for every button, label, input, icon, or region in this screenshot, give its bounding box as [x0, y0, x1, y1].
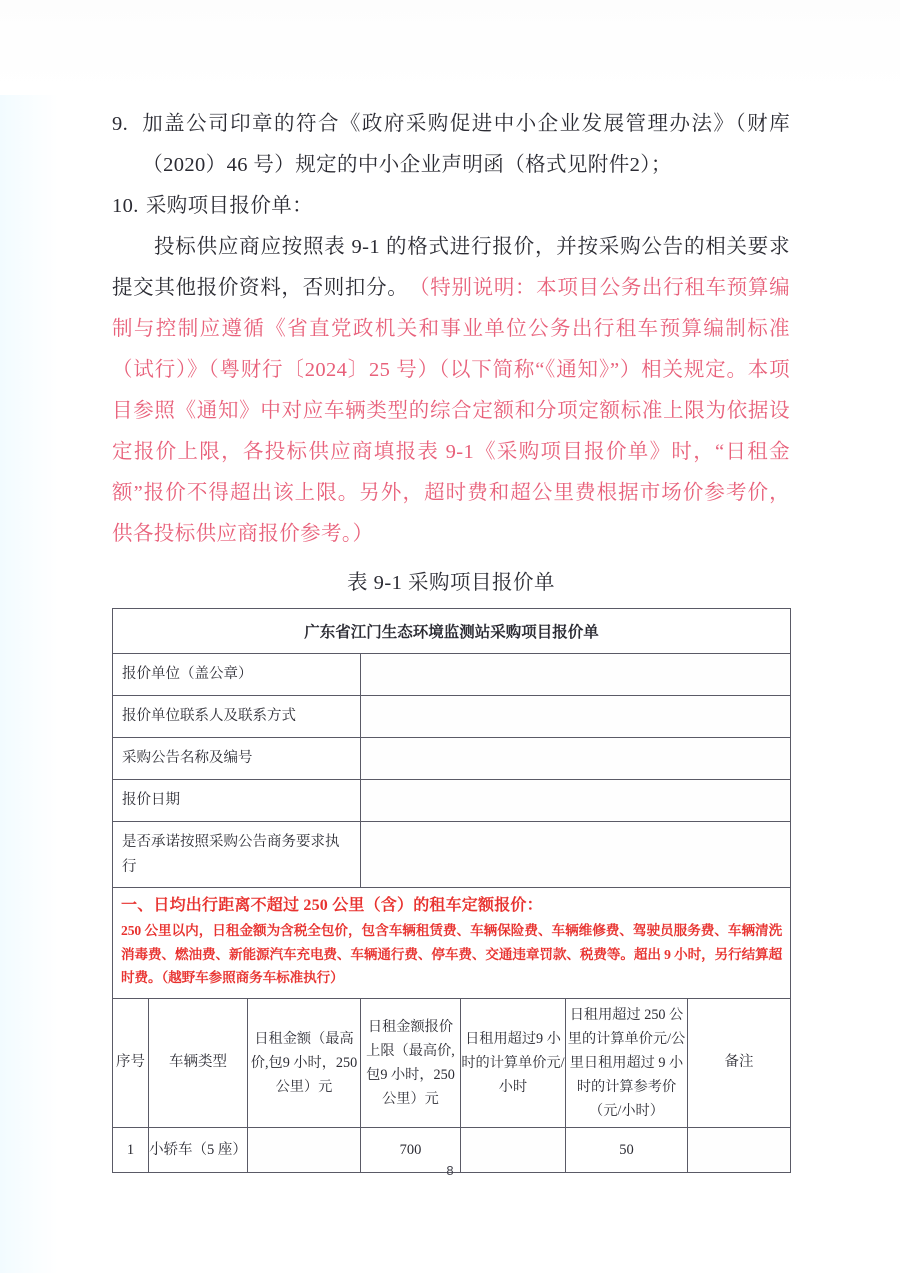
form-value-text — [361, 656, 790, 693]
form-title-cell — [113, 609, 791, 654]
scan-tint-left — [0, 0, 58, 1273]
column-header-vehicle-type: 车辆类型 — [149, 998, 248, 1127]
pricing-instruction-paragraph — [112, 227, 790, 555]
column-header-remark: 备注 — [688, 998, 791, 1127]
column-header-overtime-unit-price: 日租用超过9 小时的计算单价元/小时 — [461, 998, 566, 1127]
list-item-9-text: 加盖公司印章的符合《政府采购促进中小企业发展管理办法》（财库（2020）46 号）规定的中小企业声明函（格式见附件2）； — [142, 113, 790, 176]
form-label-cell — [113, 822, 361, 888]
notice-cell — [113, 888, 791, 999]
form-label-cell — [113, 780, 361, 822]
form-label-cell — [113, 654, 361, 696]
cell-seq: 1 — [113, 1127, 149, 1172]
column-header-daily-rent-cap: 日租金额报价上限（最高价,包9 小时，250 公里）元 — [361, 998, 461, 1127]
list-item-10-number: 10. — [112, 195, 139, 217]
notice-row — [113, 888, 791, 999]
form-value-cell[interactable] — [361, 654, 791, 696]
form-value-text — [361, 782, 790, 819]
form-value-text — [361, 698, 790, 735]
pricing-instruction-black: 投标供应商应按照表 9-1 的格式进行报价，并按采购公告的相关要求提交其他报价资料，否则扣分。 — [112, 236, 790, 299]
column-header-daily-rent: 日租金额（最高价,包9 小时，250 公里）元 — [248, 998, 361, 1127]
form-value-text — [361, 740, 790, 777]
form-label-cell — [113, 696, 361, 738]
table-row — [113, 780, 791, 822]
price-header-row — [113, 998, 791, 1127]
form-label-text: 报价单位（盖公章） — [122, 666, 253, 682]
table-caption: 表 9-1 采购项目报价单 — [346, 572, 556, 594]
page-content — [112, 104, 790, 1173]
list-item-10 — [112, 186, 790, 227]
list-item-10-text: 采购项目报价单： — [145, 195, 314, 217]
notice-title: 一、日均出行距离不超过 250 公里（含）的租车定额报价： — [121, 897, 543, 914]
table-row — [113, 696, 791, 738]
table-row — [113, 738, 791, 780]
form-value-cell[interactable] — [361, 738, 791, 780]
table-row — [113, 822, 791, 888]
list-item-9 — [112, 104, 790, 186]
form-title-text: 广东省江门生态环境监测站采购项目报价单 — [304, 624, 599, 641]
quotation-form-table — [112, 608, 791, 1173]
notice-body: 250 公里以内，日租金额为含税全包价，包含车辆租赁费、车辆保险费、车辆维修费、驾驶员服务费、车辆清洗消毒费、燃油费、新能源汽车充电费、车辆通行费、停车费、交通违章罚款、税费等。超出 9 小时，另行结算超时费。（越野车参照商务车标准执行） — [121, 923, 783, 985]
form-value-cell[interactable] — [361, 822, 791, 888]
page-number: 8 — [446, 1163, 454, 1178]
form-label-text: 报价日期 — [122, 792, 180, 808]
scan-tint-top — [0, 0, 900, 95]
cell-vehicle-type: 小轿车（5 座） — [149, 1127, 248, 1172]
form-label-cell — [113, 738, 361, 780]
form-label-text: 采购公告名称及编号 — [122, 750, 253, 766]
pricing-instruction-red: （特别说明：本项目公务出行租车预算编制与控制应遵循《省直党政机关和事业单位公务出行租车预算编制标准（试行）》（粤财行〔2024〕25 号）（以下简称“《通知》”）相关规定。本项目参照《通知》中对应车辆类型的综合定额和分项定额标准上限为依据设定报价上限，各投标供应商填报表 9-1《采购项目报价单》时，“日租金额”报价不得超出该上限。另外，超时费和超公里费根据市场价参考价，供各投标供应商报价参考。） — [112, 277, 790, 545]
column-header-seq: 序号 — [113, 998, 149, 1127]
cell-over-distance-price: 50 — [566, 1127, 688, 1172]
form-label-text: 是否承诺按照采购公告商务要求执行 — [122, 833, 340, 875]
cell-daily-rent-cap: 700 — [361, 1127, 461, 1172]
form-value-cell[interactable] — [361, 780, 791, 822]
list-item-9-number: 9. — [112, 113, 129, 135]
column-header-over-distance-price: 日租用超过 250 公里的计算单价元/公里日租用超过 9 小时的计算参考价（元/小时） — [566, 998, 688, 1127]
form-label-text: 报价单位联系人及联系方式 — [122, 708, 296, 724]
table-row — [113, 654, 791, 696]
form-value-text — [361, 836, 790, 873]
form-title-row — [113, 609, 791, 654]
form-value-cell[interactable] — [361, 696, 791, 738]
